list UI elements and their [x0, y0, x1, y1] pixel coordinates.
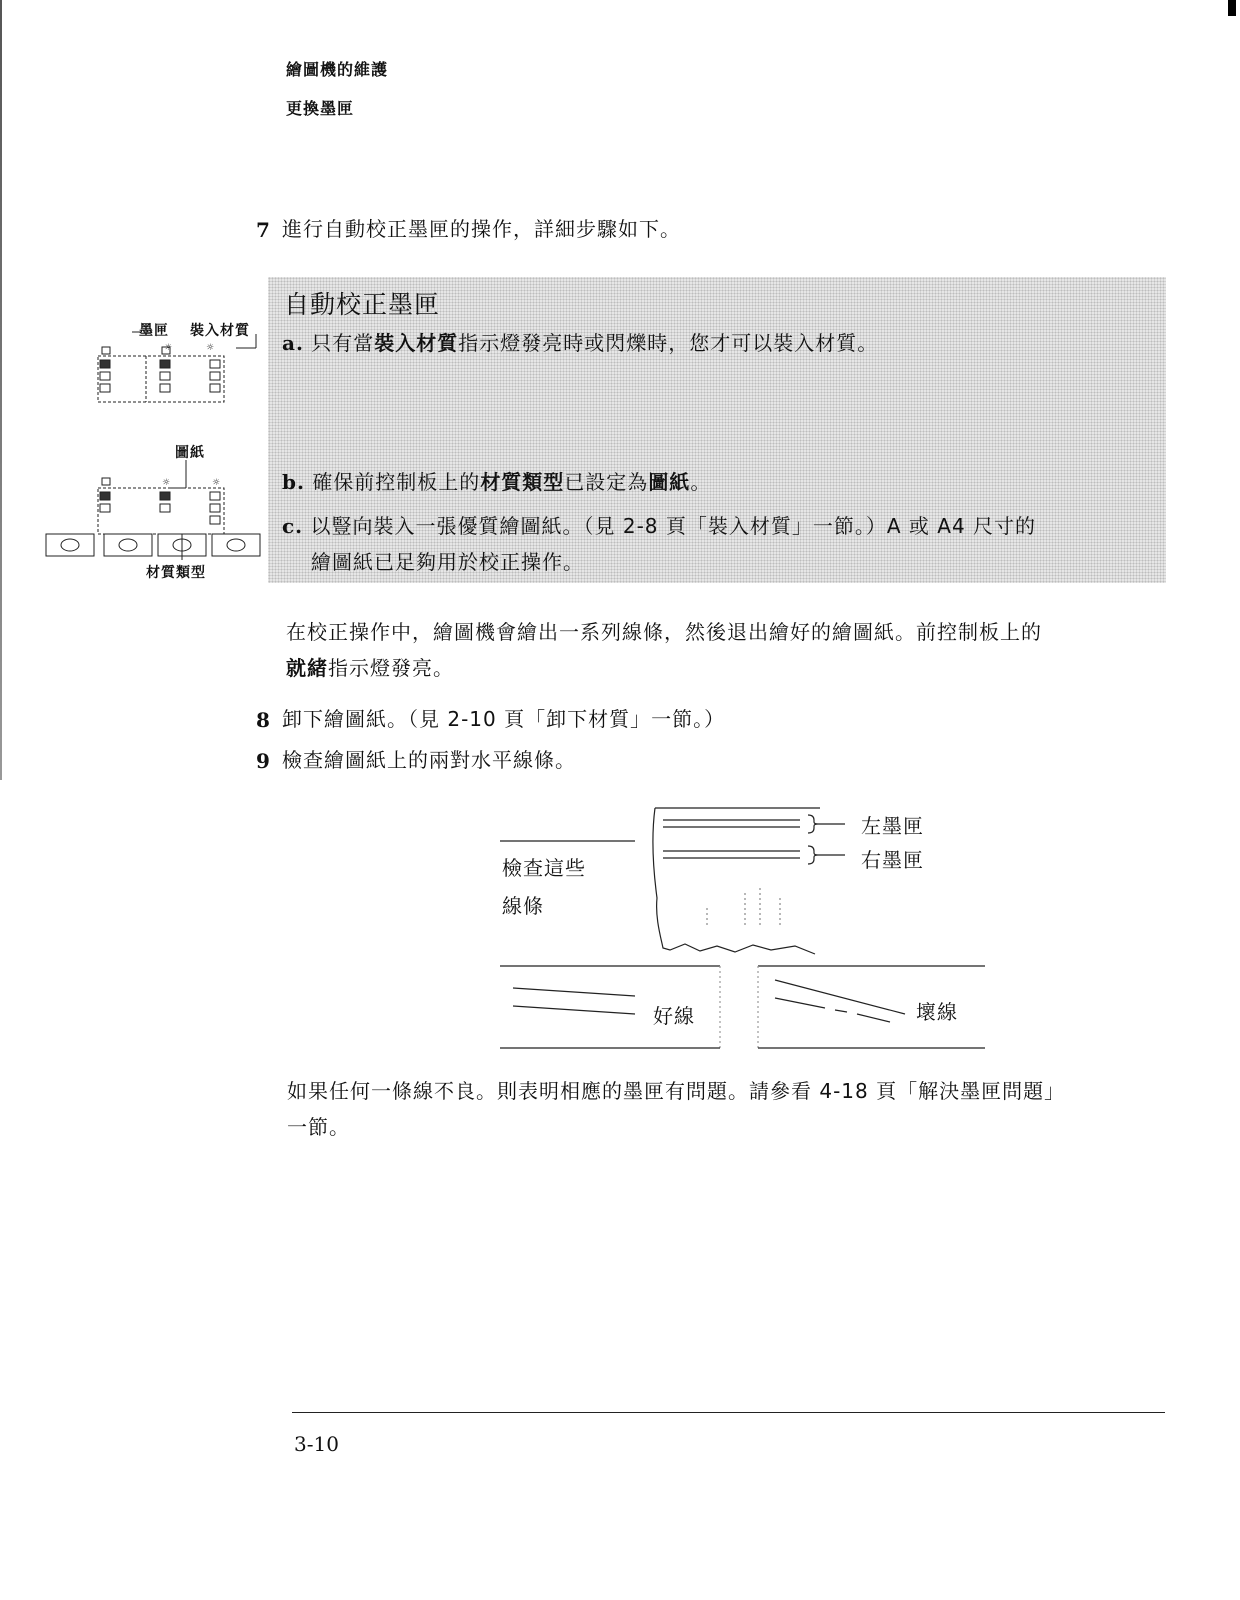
ready-post: 指示燈發亮。	[328, 656, 454, 680]
panel-1-drawing	[98, 332, 256, 402]
procedure-step-b	[282, 466, 711, 498]
step-b-mid: 已設定為	[564, 470, 649, 494]
bad-line-2	[775, 998, 890, 1022]
procedure-step-a	[282, 327, 878, 359]
panel-label-cartridge: 墨匣	[139, 323, 169, 339]
step-7-text: 進行自動校正墨匣的操作，詳細步驟如下。	[282, 217, 681, 241]
step-a-bold: 裝入材質	[374, 331, 459, 355]
chapter-header: 繪圖機的維護	[286, 60, 389, 79]
step-7-number: 7	[256, 218, 270, 242]
bad-line-label: 壞線	[916, 1000, 958, 1024]
step-8-number: 8	[256, 708, 270, 732]
panel-label-load-media: 裝入材質	[190, 323, 250, 339]
check-lines-label-2: 線條	[502, 894, 544, 918]
svg-text:☼: ☼	[206, 343, 215, 353]
good-line-1	[513, 988, 635, 996]
step-c-label: c.	[282, 514, 304, 538]
calibration-paragraph-line2	[286, 651, 454, 685]
right-cartridge-label: 右墨匣	[861, 848, 924, 872]
procedure-step-c-line2: 繪圖紙已足夠用於校正操作。	[311, 550, 584, 574]
control-panel-illustrations	[40, 320, 270, 580]
step-9-number: 9	[256, 749, 270, 773]
step-c-line1: 以豎向裝入一張優質繪圖紙。（見 2-8 頁「裝入材質」一節。）A 或 A4 尺寸的	[310, 514, 1037, 538]
svg-text:☼: ☼	[212, 478, 221, 488]
svg-text:☼: ☼	[162, 478, 171, 488]
section-header: 更換墨匣	[286, 99, 355, 118]
panel-2-drawing	[46, 460, 260, 560]
bad-line-1	[775, 980, 905, 1014]
svg-text:☼: ☼	[164, 343, 173, 353]
right-corner-mark	[1228, 0, 1236, 16]
procedure-title: 自動校正墨匣	[284, 290, 441, 319]
calibration-paragraph-line1: 在校正操作中，繪圖機會繪出一系列線條，然後退出繪好的繪圖紙。前控制板上的	[286, 620, 1042, 644]
procedure-step-c	[282, 510, 1036, 542]
left-cartridge-label: 左墨匣	[861, 814, 924, 838]
step-b-pre: 確保前控制板上的	[312, 470, 481, 494]
step-8-text: 卸下繪圖紙。（見 2-10 頁「卸下材質」一節。）	[282, 707, 726, 731]
page-number: 3-10	[294, 1432, 339, 1456]
closing-paragraph-line1: 如果任何一條線不良。則表明相應的墨匣有問題。請參看 4-18 頁「解決墨匣問題」	[287, 1079, 1066, 1103]
left-edge-mark	[0, 0, 2, 780]
plot-sheet-outline	[653, 808, 820, 954]
panel-label-paper: 圖紙	[175, 445, 205, 461]
closing-paragraph-line2: 一節。	[287, 1115, 350, 1139]
right-brace	[808, 846, 818, 864]
step-b-bold1: 材質類型	[480, 470, 565, 494]
step-b-bold2: 圖紙	[648, 470, 691, 494]
left-brace	[808, 815, 818, 833]
step-a-pre: 只有當	[311, 331, 375, 355]
step-b-label: b.	[282, 470, 305, 494]
step-b-post: 。	[690, 470, 712, 494]
good-line-label: 好線	[653, 1004, 695, 1028]
step-9-text: 檢查繪圖紙上的兩對水平線條。	[282, 748, 576, 772]
good-line-2	[513, 1006, 635, 1014]
panel-label-media-type: 材質類型	[146, 565, 206, 581]
step-a-label: a.	[282, 331, 304, 355]
step-a-post: 指示燈發亮時或閃爍時，您才可以裝入材質。	[458, 331, 879, 355]
ready-bold: 就緒	[286, 656, 328, 680]
check-lines-label-1: 檢查這些	[502, 856, 586, 880]
footer-rule	[292, 1412, 1165, 1413]
